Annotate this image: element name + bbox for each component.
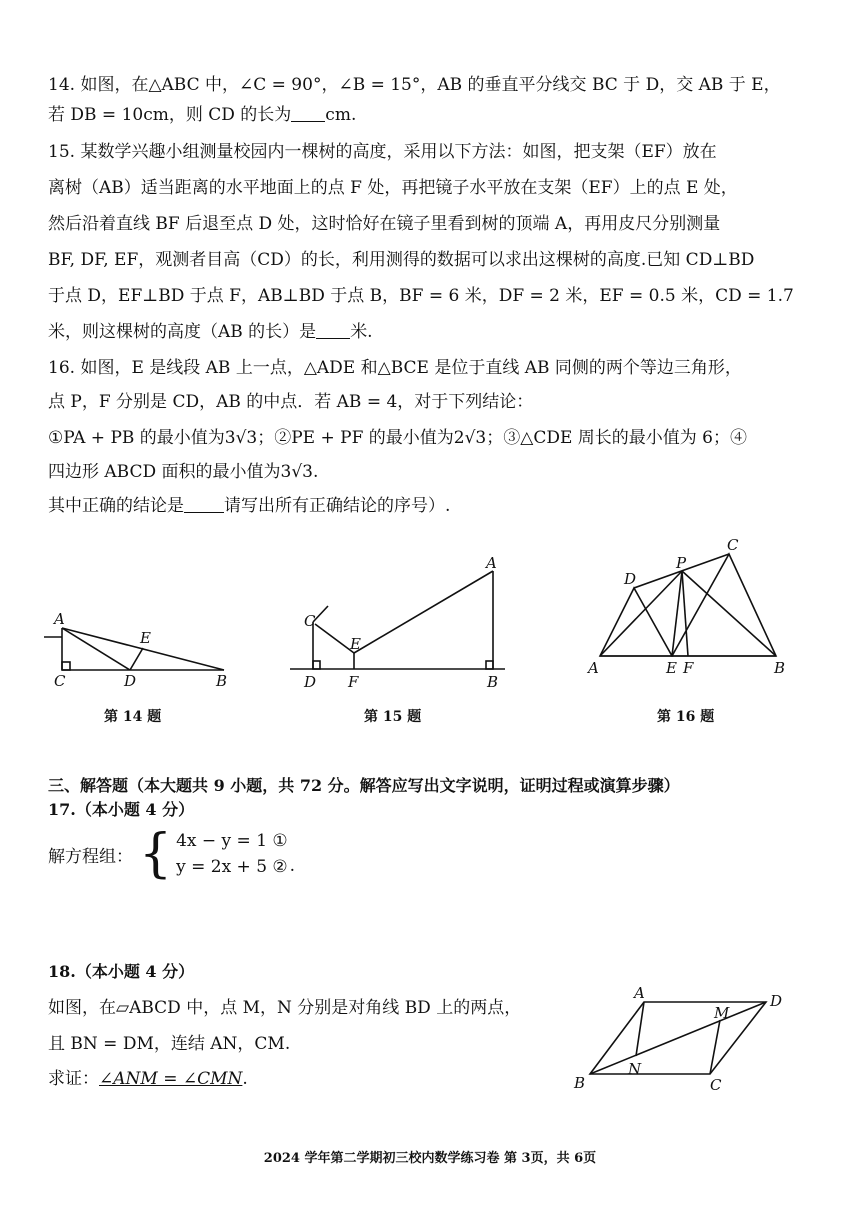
q14-line2	[48, 104, 356, 126]
q15-line2: 离树（AB）适当距离的水平地面上的点 F 处，再把镜子水平放在支架（EF）上的点 E 处，	[48, 178, 738, 198]
fig16-label-d: D	[624, 570, 637, 588]
fig15-right-angle-d	[313, 661, 320, 669]
q18-line2: 且 BN = DM，连结 AN，CM.	[48, 1034, 291, 1054]
q16-line2: 点 P，F 分别是 CD，AB 的中点．若 AB = 4，对于下列结论：	[48, 392, 534, 412]
fig14-label-d: D	[124, 672, 137, 690]
fig15-label-a: A	[486, 556, 497, 572]
fig16-caption: 第 16 题	[657, 709, 715, 725]
q17-eq1: 4x − y = 1 ①	[176, 831, 288, 851]
q18-line1: 如图，在▱ABCD 中，点 M，N 分别是对角线 BD 上的两点，	[48, 998, 522, 1018]
fig18-label-b: B	[574, 1074, 586, 1092]
q16-line1: 16. 如图，E 是线段 AB 上一点，△ADE 和△BCE 是位于直线 AB 同侧的两个等边三角形，	[48, 358, 742, 378]
q16-line5-text: 其中正确的结论是	[48, 496, 184, 516]
section3-header: 三、解答题（本大题共 9 小题，共 72 分。解答应写出文字说明，证明过程或演算步骤）	[48, 776, 680, 795]
fig14-segment-ad	[62, 628, 130, 670]
fig16-label-b: B	[774, 659, 786, 677]
fig14-label-e: E	[140, 629, 151, 647]
q14-line2-text: 若 DB = 10cm，则 CD 的长为	[48, 105, 292, 125]
q16-line5	[48, 495, 450, 517]
fig15-label-c: C	[304, 612, 316, 630]
q15-answer-blank	[316, 322, 350, 339]
q18-prove-statement: ∠ANM = ∠CMN	[99, 1069, 243, 1089]
fig16-label-a: A	[588, 659, 599, 677]
fig16-label-c: C	[727, 536, 739, 554]
fig15-right-angle-b	[486, 661, 493, 669]
fig16-segment-pf	[682, 571, 688, 656]
q17-equation-system	[48, 824, 296, 884]
fig16-label-e: E	[666, 659, 677, 677]
fig16-segment-pe	[672, 571, 682, 656]
figure-15	[290, 556, 510, 691]
fig15-label-f: F	[348, 673, 359, 691]
q17-title: 17.（本小题 4 分）	[48, 800, 195, 819]
q15-line1: 15. 某数学兴趣小组测量校园内一棵树的高度，采用以下方法：如图，把支架（EF）放在	[48, 142, 717, 162]
q17-eq2: y = 2x + 5 ②	[176, 857, 288, 877]
fig18-label-n: N	[628, 1060, 642, 1078]
fig18-label-c: C	[710, 1076, 722, 1094]
fig18-label-a: A	[634, 984, 645, 1002]
q16-line3: ①PA + PB 的最小值为3√3；②PE + PF 的最小值为2√3；③△CDE 周长的最小值为 6；④	[48, 428, 747, 448]
fig15-label-b: B	[487, 673, 499, 691]
fig14-right-angle-c	[62, 662, 70, 670]
fig14-caption: 第 14 题	[104, 709, 162, 725]
fig14-label-a: A	[54, 610, 65, 628]
q16-line5-tail: 请写出所有正确结论的序号）.	[224, 496, 451, 516]
fig15-ray-ea	[354, 571, 493, 653]
q15-line6-unit: 米.	[350, 322, 373, 342]
fig16-label-f: F	[683, 659, 694, 677]
page-footer: 2024 学年第二学期初三校内数学练习卷 第 3页，共 6页	[263, 1151, 597, 1166]
q17-prompt: 解方程组：	[48, 846, 133, 867]
fig15-label-e: E	[350, 635, 361, 653]
q15-line3: 然后沿着直线 BF 后退至点 D 处，这时恰好在镜子里看到树的顶端 A，再用皮尺分别测量	[48, 214, 721, 234]
q17-end: .	[289, 856, 296, 876]
brace-icon: {	[139, 824, 173, 884]
q14-answer-blank	[291, 105, 325, 122]
fig16-segment-pa	[600, 571, 682, 656]
figure-18	[570, 984, 790, 1094]
q17-equations	[176, 828, 288, 880]
fig18-label-m: M	[714, 1004, 730, 1022]
q18-prove-label: 求证：	[48, 1069, 99, 1089]
q16-line4: 四边形 ABCD 面积的最小值为3√3.	[48, 462, 319, 482]
q15-line6-text: 米，则这棵树的高度（AB 的长）是	[48, 322, 317, 342]
fig14-label-b: B	[216, 672, 228, 690]
q18-title: 18.（本小题 4 分）	[48, 962, 195, 981]
fig15-ray-ce	[315, 624, 354, 653]
fig14-label-c: C	[54, 672, 66, 690]
q16-answer-blank	[184, 496, 224, 513]
figure-16	[586, 532, 796, 682]
figure-14	[44, 610, 244, 690]
q18-prove-end: .	[242, 1069, 248, 1089]
fig18-segment-cm	[710, 1020, 720, 1074]
fig16-label-p: P	[676, 554, 687, 572]
fig14-perp-bisector	[130, 648, 143, 670]
q15-line6	[48, 321, 373, 343]
fig15-label-d: D	[304, 673, 317, 691]
q14-line2-unit: cm.	[325, 105, 357, 125]
q18-prove	[48, 1068, 248, 1090]
q15-line4: BF, DF, EF，观测者目高（CD）的长，利用测得的数据可以求出这棵树的高度.已知 CD⊥BD	[48, 250, 755, 270]
fig15-caption: 第 15 题	[364, 709, 422, 725]
fig18-label-d: D	[770, 992, 783, 1010]
q14-line1: 14. 如图，在△ABC 中，∠C = 90°，∠B = 15°，AB 的垂直平分线交 BC 于 D，交 AB 于 E，	[48, 75, 781, 95]
q15-line5: 于点 D，EF⊥BD 于点 F，AB⊥BD 于点 B，BF = 6 米，DF = 2 米，EF = 0.5 米，CD = 1.7	[48, 286, 794, 306]
